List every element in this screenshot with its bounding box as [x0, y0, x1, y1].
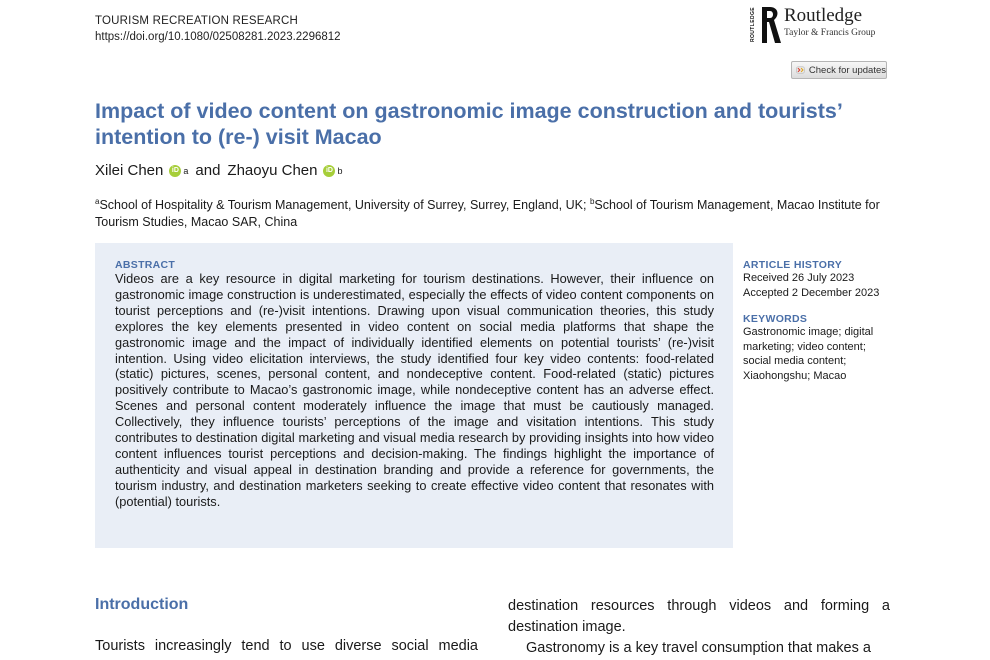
keywords-heading: KEYWORDS [743, 313, 808, 325]
crossmark-icon [796, 64, 805, 76]
author-conjunction: and [195, 162, 221, 179]
author-affiliation-mark: b [337, 165, 343, 176]
article-title: Impact of video content on gastronomic image construction and tourists’ intention to (re-) visit Macao [95, 99, 842, 149]
article-history-heading: ARTICLE HISTORY [743, 259, 843, 271]
affiliation-text: School of Hospitality & Tourism Management, University of Surrey, Surrey, England, UK; [99, 198, 590, 213]
accepted-date: Accepted 2 December 2023 [743, 286, 880, 299]
publisher-subtitle: Taylor & Francis Group [784, 28, 876, 38]
publisher-name: Routledge [784, 5, 863, 26]
publisher-logo [750, 5, 895, 45]
journal-name: TOURISM RECREATION RESEARCH [95, 15, 299, 27]
doi-link[interactable]: https://doi.org/10.1080/02508281.2023.2296812 [95, 31, 341, 43]
orcid-icon[interactable]: iD [323, 165, 335, 177]
publisher-vertical-text: ROUTLEDGE [750, 7, 756, 43]
body-left-column: Tourists increasingly tend to use diverse social media [95, 638, 478, 654]
article-info-sidebar [743, 259, 893, 383]
affiliation-mark: a [95, 197, 100, 206]
abstract-box [95, 243, 733, 548]
routledge-logo-icon [756, 5, 784, 45]
author-name[interactable]: Xilei Chen [95, 162, 164, 179]
body-paragraph: Gastronomy is a key travel consumption that makes a [526, 640, 871, 656]
affiliation-mark: b [589, 197, 595, 206]
orcid-icon[interactable]: iD [169, 165, 181, 177]
received-date: Received 26 July 2023 [743, 272, 855, 284]
body-paragraph: destination resources through videos and forming a destination image. [508, 598, 890, 635]
keywords-list: Gastronomic image; digital marketing; video content; social media content; Xiaohongshu; Macao [743, 326, 874, 382]
check-for-updates-button[interactable] [791, 61, 887, 79]
section-heading-introduction: Introduction [95, 596, 189, 613]
abstract-text: Videos are a key resource in digital marketing for tourism destinations. However, their influence on gastronomic image construction is underestimated, especially the effects of video content components on tourist perceptions and (re-)visit intentions. Drawing upon visual communication theories, this study explores the key elements presented in video content on social media platforms that shape the gastronomic image and the impact of individually identified elements on potential tourists’ (re-)visit intention. Using video elicitation interviews, the study identified four key video contents: food-related (static) pictures, scenes, personal content, and nondeceptive content. Food-related (static) pictures positively contribute to Macao’s gastronomic image, while nondeceptive content has an adverse effect. Scenes and personal content moderately influence the image that must be cautiously managed. Collectively, they influence tourists’ perceptions of the image and visitation intentions. This study contributes to destination digital marketing and visual media research by providing insights into how video content influences tourist perceptions and decision-making. The findings highlight the importance of authenticity and visual appeal in destination branding and provide a reference for governments, the tourism industry, and destination marketers seeking to create effective video content that resonates with (potential) tourists. [115, 271, 714, 509]
author-affiliation-mark: a [183, 165, 189, 176]
affiliations [95, 193, 895, 231]
author-list [95, 162, 343, 179]
body-right-column [508, 596, 890, 659]
affiliation-text: School of Tourism Management, Macao Institute for Tourism Studies, Macao SAR, China [95, 198, 880, 230]
check-for-updates-label: Check for updates [808, 64, 886, 76]
author-name[interactable]: Zhaoyu Chen [227, 162, 318, 179]
abstract-heading: ABSTRACT [115, 259, 176, 271]
